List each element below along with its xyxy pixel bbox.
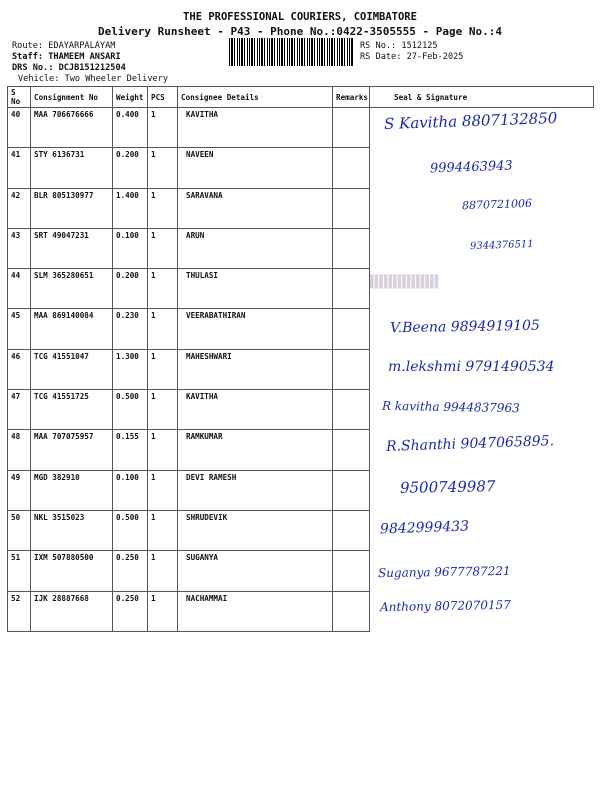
- cell-consignment: SRT 49047231: [31, 228, 113, 268]
- table-row: [8, 470, 594, 510]
- col-remarks: Remarks: [333, 87, 370, 108]
- cell-consignment: MAA 707075957: [31, 430, 113, 470]
- table-row: [8, 108, 594, 148]
- cell-consignee: NACHAMMAI: [178, 591, 333, 631]
- cell-sno: 40: [8, 108, 31, 148]
- cell-remarks: [333, 349, 370, 389]
- cell-pcs: 1: [148, 551, 178, 591]
- table-row: [8, 349, 594, 389]
- handwritten-signature: R kavitha 9944837963: [381, 398, 520, 415]
- cell-sno: 51: [8, 551, 31, 591]
- table-row: [8, 430, 594, 470]
- cell-consignment: MGD 382910: [31, 470, 113, 510]
- cell-remarks: [333, 309, 370, 349]
- cell-consignment: MAA 869140084: [31, 309, 113, 349]
- cell-pcs: 1: [148, 470, 178, 510]
- cell-signature: [370, 188, 594, 228]
- handwritten-signature: 9842999433: [379, 518, 470, 539]
- cell-remarks: [333, 108, 370, 148]
- rs-date: RS Date: 27-Feb-2025: [360, 52, 464, 62]
- cell-signature: [370, 309, 594, 349]
- cell-pcs: 1: [148, 390, 178, 430]
- cell-consignment: IJK 28887668: [31, 591, 113, 631]
- cell-remarks: [333, 510, 370, 550]
- cell-sno: 49: [8, 470, 31, 510]
- cell-signature: [370, 390, 594, 430]
- cell-consignee: ARUN: [178, 228, 333, 268]
- cell-sno: 43: [8, 228, 31, 268]
- vehicle: Vehicle: Two Wheeler Delivery: [18, 74, 169, 84]
- cell-remarks: [333, 390, 370, 430]
- cell-consignee: DEVI RAMESH: [178, 470, 333, 510]
- cell-consignee: SHRUDEVIK: [178, 510, 333, 550]
- company-title: THE PROFESSIONAL COURIERS, COIMBATORE: [183, 11, 417, 23]
- cell-consignment: STY 6136731: [31, 148, 113, 188]
- cell-sno: 44: [8, 269, 31, 309]
- cell-consignee: THULASI: [178, 269, 333, 309]
- drs-number: DRS No.: DCJB151212504: [12, 63, 126, 73]
- handwritten-signature: 9500749987: [399, 477, 496, 498]
- cell-weight: 0.500: [113, 510, 148, 550]
- col-pcs: PCS: [148, 87, 178, 108]
- cell-remarks: [333, 551, 370, 591]
- cell-remarks: [333, 470, 370, 510]
- cell-pcs: 1: [148, 228, 178, 268]
- table-row: [8, 188, 594, 228]
- cell-pcs: 1: [148, 591, 178, 631]
- cell-consignee: RAMKUMAR: [178, 430, 333, 470]
- cell-remarks: [333, 148, 370, 188]
- cell-remarks: [333, 269, 370, 309]
- cell-signature: [370, 108, 594, 148]
- cell-remarks: [333, 188, 370, 228]
- cell-consignee: SARAVANA: [178, 188, 333, 228]
- route: Route: EDAYARPALAYAM: [12, 41, 116, 51]
- col-sno: S No: [8, 87, 31, 108]
- cell-consignment: TCG 41551047: [31, 349, 113, 389]
- handwritten-signature: 9994463943: [429, 158, 513, 177]
- cell-consignment: BLR 805130977: [31, 188, 113, 228]
- table-row: [8, 269, 594, 309]
- cell-consignee: KAVITHA: [178, 390, 333, 430]
- table-row: [8, 551, 594, 591]
- cell-weight: 0.230: [113, 309, 148, 349]
- col-weight: Weight: [113, 87, 148, 108]
- cell-consignee: SUGANYA: [178, 551, 333, 591]
- rs-number: RS No.: 1512125: [360, 41, 438, 51]
- staff: Staff: THAMEEM ANSARI: [12, 52, 121, 62]
- faded-seal-stamp: ▒▒▒▒▒▒▒▒▒▒▒▒▒▒▒ ▒▒▒▒▒▒▒▒▒▒▒▒▒▒▒: [370, 274, 440, 289]
- cell-weight: 0.200: [113, 148, 148, 188]
- table-row: [8, 510, 594, 550]
- cell-consignee: MAHESHWARI: [178, 349, 333, 389]
- cell-pcs: 1: [148, 108, 178, 148]
- cell-weight: 0.500: [113, 390, 148, 430]
- cell-signature: [370, 510, 594, 550]
- cell-consignee: VEERABATHIRAN: [178, 309, 333, 349]
- runsheet-table: [7, 86, 594, 632]
- cell-sno: 52: [8, 591, 31, 631]
- cell-remarks: [333, 228, 370, 268]
- cell-signature: [370, 470, 594, 510]
- table-row: [8, 591, 594, 631]
- table-row: [8, 148, 594, 188]
- cell-signature: [370, 349, 594, 389]
- cell-signature: [370, 148, 594, 188]
- cell-sno: 48: [8, 430, 31, 470]
- cell-sno: 45: [8, 309, 31, 349]
- cell-pcs: 1: [148, 349, 178, 389]
- cell-sno: 46: [8, 349, 31, 389]
- cell-pcs: 1: [148, 510, 178, 550]
- cell-signature: [370, 591, 594, 631]
- table-header-row: [8, 87, 594, 108]
- cell-pcs: 1: [148, 430, 178, 470]
- handwritten-signature: 8870721006: [461, 196, 533, 213]
- cell-weight: 0.155: [113, 430, 148, 470]
- cell-consignment: TCG 41551725: [31, 390, 113, 430]
- cell-consignment: SLM 365280651: [31, 269, 113, 309]
- cell-remarks: [333, 430, 370, 470]
- cell-sno: 41: [8, 148, 31, 188]
- col-consignment: Consignment No: [31, 87, 113, 108]
- handwritten-signature: Anthony 8072070157: [379, 597, 511, 615]
- cell-weight: 0.100: [113, 228, 148, 268]
- cell-signature: [370, 551, 594, 591]
- cell-weight: 0.250: [113, 551, 148, 591]
- cell-consignment: MAA 706676666: [31, 108, 113, 148]
- handwritten-signature: S Kavitha 8807132850: [383, 108, 558, 134]
- cell-pcs: 1: [148, 269, 178, 309]
- handwritten-signature: R.Shanthi 9047065895.: [385, 432, 555, 455]
- handwritten-signature: V.Beena 9894919105: [389, 317, 540, 337]
- cell-sno: 47: [8, 390, 31, 430]
- table-row: [8, 309, 594, 349]
- cell-signature: [370, 269, 594, 309]
- runsheet-subtitle: Delivery Runsheet - P43 - Phone No.:0422-3505555 - Page No.:4: [98, 25, 502, 38]
- cell-weight: 0.250: [113, 591, 148, 631]
- cell-weight: 0.200: [113, 269, 148, 309]
- cell-remarks: [333, 591, 370, 631]
- cell-weight: 0.400: [113, 108, 148, 148]
- table-row: [8, 390, 594, 430]
- cell-sno: 42: [8, 188, 31, 228]
- cell-consignment: NKL 3515023: [31, 510, 113, 550]
- cell-sno: 50: [8, 510, 31, 550]
- cell-weight: 1.400: [113, 188, 148, 228]
- cell-signature: [370, 228, 594, 268]
- col-signature: Seal & Signature: [370, 87, 594, 108]
- handwritten-signature: 9344376511: [469, 239, 534, 253]
- cell-weight: 0.100: [113, 470, 148, 510]
- cell-pcs: 1: [148, 188, 178, 228]
- barcode: [229, 38, 354, 66]
- cell-pcs: 1: [148, 309, 178, 349]
- col-consignee: Consignee Details: [178, 87, 333, 108]
- cell-pcs: 1: [148, 148, 178, 188]
- cell-weight: 1.300: [113, 349, 148, 389]
- cell-signature: [370, 430, 594, 470]
- table-row: [8, 228, 594, 268]
- cell-consignee: KAVITHA: [178, 108, 333, 148]
- handwritten-signature: Suganya 9677787221: [377, 563, 511, 580]
- cell-consignee: NAVEEN: [178, 148, 333, 188]
- cell-consignment: IXM 507880500: [31, 551, 113, 591]
- handwritten-signature: m.lekshmi 9791490534: [388, 359, 555, 376]
